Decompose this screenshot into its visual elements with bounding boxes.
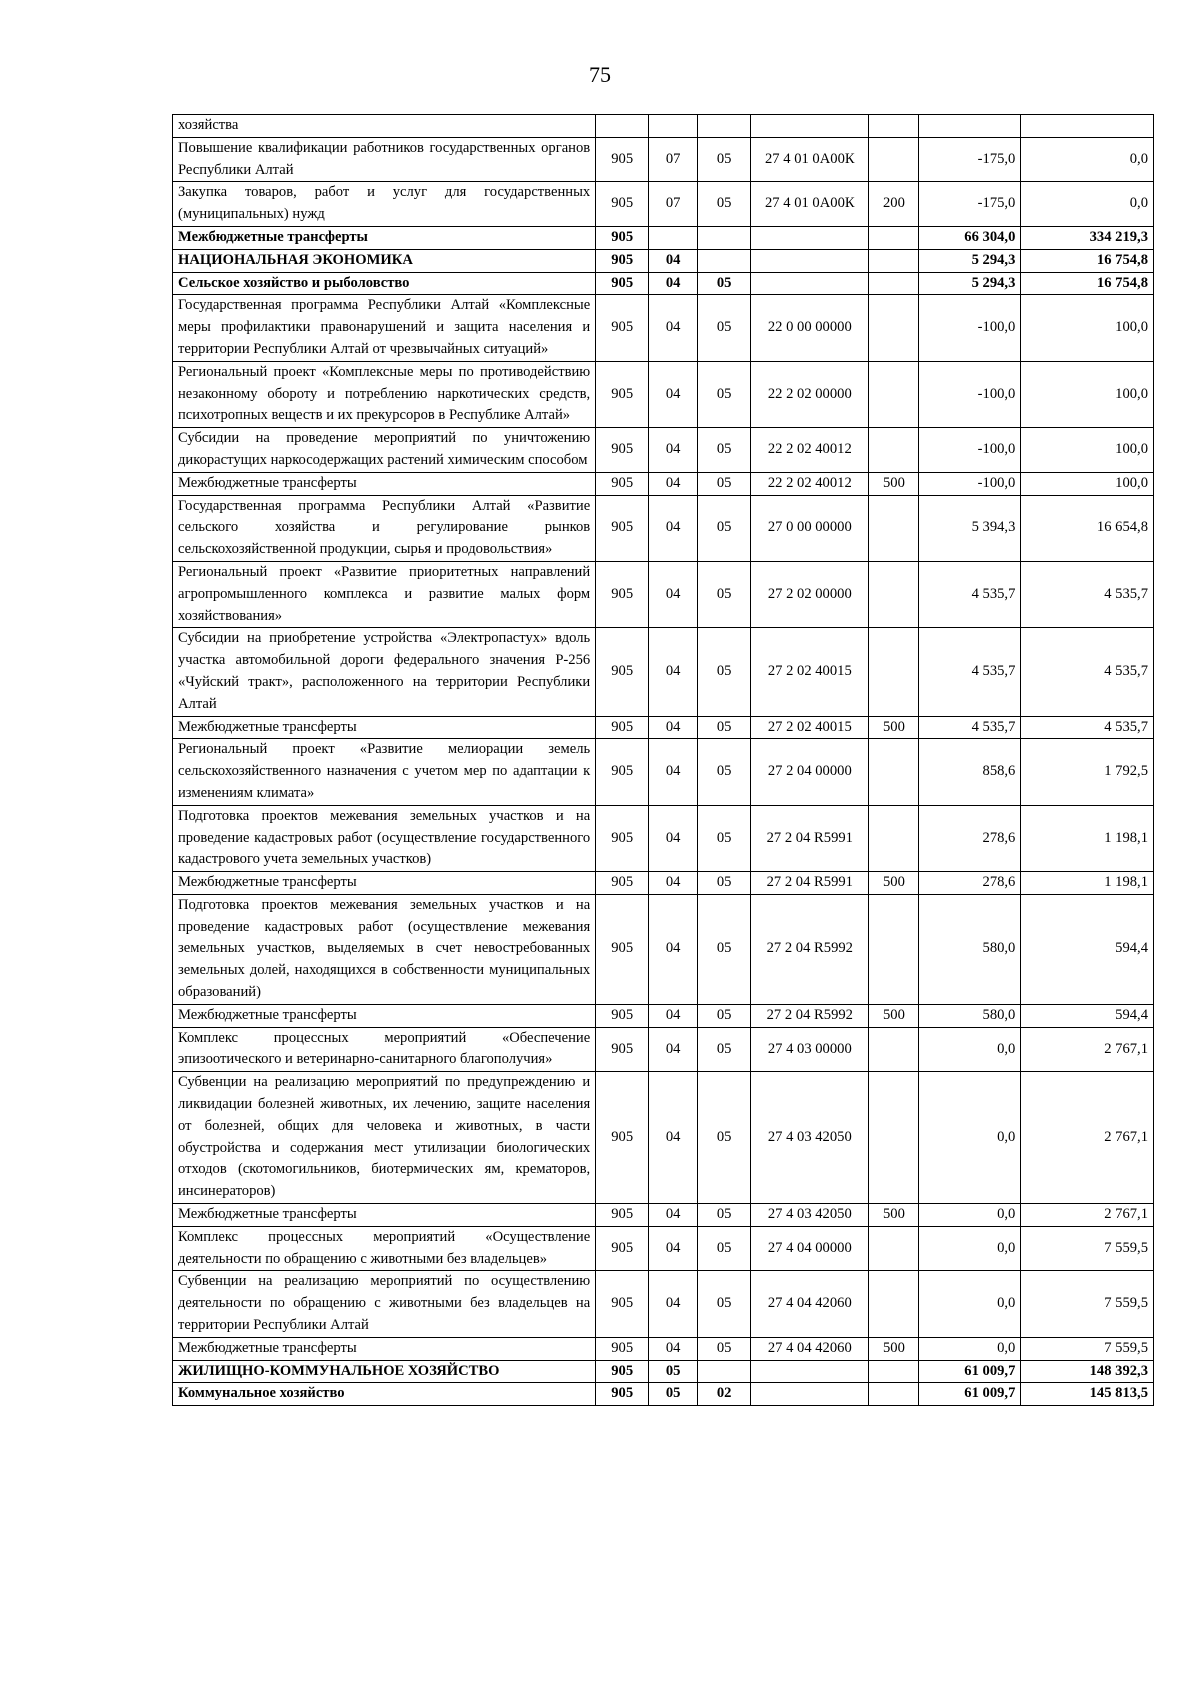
cell-podrazdel: 05 [698, 1072, 751, 1204]
cell-expense-type: 500 [869, 1204, 919, 1227]
cell-expense-type [869, 561, 919, 627]
cell-podrazdel: 05 [698, 1204, 751, 1227]
cell-sum-1: 278,6 [919, 872, 1021, 895]
cell-glava: 905 [596, 716, 649, 739]
cell-expense-type [869, 428, 919, 473]
table-row [173, 1271, 1154, 1337]
cell-sum-2: 2 767,1 [1021, 1027, 1154, 1072]
cell-glava: 905 [596, 894, 649, 1004]
table-row [173, 182, 1154, 227]
cell-name: Коммунальное хозяйство [173, 1383, 596, 1406]
cell-name: Сельское хозяйство и рыболовство [173, 272, 596, 295]
table-row [173, 249, 1154, 272]
cell-podrazdel: 05 [698, 182, 751, 227]
table-row [173, 137, 1154, 182]
cell-name: Субсидии на приобретение устройства «Электропастух» вдоль участка автомобильной дороги федерального значения Р-256 «Чуйский тракт», расположенного на территории Республики Алтай [173, 628, 596, 716]
cell-expense-type [869, 495, 919, 561]
cell-sum-1: 4 535,7 [919, 716, 1021, 739]
cell-sum-2 [1021, 115, 1154, 138]
cell-podrazdel [698, 1360, 751, 1383]
cell-sum-2: 100,0 [1021, 472, 1154, 495]
cell-razdel: 04 [649, 1027, 698, 1072]
cell-razdel: 04 [649, 1337, 698, 1360]
cell-podrazdel: 05 [698, 428, 751, 473]
cell-razdel: 04 [649, 428, 698, 473]
cell-expense-type [869, 1226, 919, 1271]
cell-name: ЖИЛИЩНО-КОММУНАЛЬНОЕ ХОЗЯЙСТВО [173, 1360, 596, 1383]
cell-glava: 905 [596, 182, 649, 227]
cell-sum-2: 16 754,8 [1021, 272, 1154, 295]
cell-podrazdel: 05 [698, 872, 751, 895]
table-row [173, 472, 1154, 495]
cell-glava: 905 [596, 1004, 649, 1027]
cell-target-article: 22 2 02 40012 [751, 428, 869, 473]
cell-expense-type: 500 [869, 872, 919, 895]
cell-razdel: 04 [649, 872, 698, 895]
cell-target-article: 27 4 03 00000 [751, 1027, 869, 1072]
cell-name: Государственная программа Республики Алтай «Развитие сельского хозяйства и регулирование рынков сельскохозяйственной продукции, сырья и продовольствия» [173, 495, 596, 561]
cell-razdel: 04 [649, 628, 698, 716]
cell-glava: 905 [596, 1383, 649, 1406]
cell-expense-type [869, 1383, 919, 1406]
cell-glava: 905 [596, 1204, 649, 1227]
cell-razdel: 04 [649, 1271, 698, 1337]
cell-sum-1: 580,0 [919, 894, 1021, 1004]
cell-podrazdel [698, 226, 751, 249]
cell-name: НАЦИОНАЛЬНАЯ ЭКОНОМИКА [173, 249, 596, 272]
cell-podrazdel: 05 [698, 495, 751, 561]
cell-razdel: 04 [649, 495, 698, 561]
cell-name: Закупка товаров, работ и услуг для государственных (муниципальных) нужд [173, 182, 596, 227]
cell-podrazdel: 05 [698, 472, 751, 495]
cell-sum-1: 5 394,3 [919, 495, 1021, 561]
cell-sum-1: 0,0 [919, 1204, 1021, 1227]
cell-target-article: 22 2 02 40012 [751, 472, 869, 495]
table-row [173, 1383, 1154, 1406]
cell-target-article [751, 115, 869, 138]
cell-podrazdel: 05 [698, 1337, 751, 1360]
cell-sum-2: 100,0 [1021, 295, 1154, 361]
cell-razdel: 04 [649, 805, 698, 871]
cell-glava: 905 [596, 472, 649, 495]
cell-razdel: 04 [649, 272, 698, 295]
cell-razdel: 04 [649, 1072, 698, 1204]
budget-table-body [173, 115, 1154, 1406]
cell-target-article: 27 0 00 00000 [751, 495, 869, 561]
cell-razdel: 04 [649, 472, 698, 495]
cell-sum-1: 0,0 [919, 1072, 1021, 1204]
cell-glava: 905 [596, 495, 649, 561]
table-row [173, 1337, 1154, 1360]
cell-razdel: 07 [649, 137, 698, 182]
cell-name: Межбюджетные трансферты [173, 226, 596, 249]
cell-name: Подготовка проектов межевания земельных участков и на проведение кадастровых работ (осуществление государственного кадастрового учета земельных участков) [173, 805, 596, 871]
cell-sum-2: 1 198,1 [1021, 805, 1154, 871]
cell-sum-1: 4 535,7 [919, 561, 1021, 627]
cell-name: Межбюджетные трансферты [173, 472, 596, 495]
cell-target-article: 27 4 01 0А00К [751, 137, 869, 182]
cell-expense-type [869, 1072, 919, 1204]
cell-podrazdel: 05 [698, 894, 751, 1004]
cell-name: Субвенции на реализацию мероприятий по осуществлению деятельности по обращению с животными без владельцев на территории Республики Алтай [173, 1271, 596, 1337]
cell-razdel: 04 [649, 561, 698, 627]
cell-sum-1: 61 009,7 [919, 1360, 1021, 1383]
table-row [173, 1360, 1154, 1383]
cell-expense-type [869, 295, 919, 361]
cell-name: Межбюджетные трансферты [173, 1004, 596, 1027]
table-row [173, 872, 1154, 895]
table-row [173, 495, 1154, 561]
cell-name: Межбюджетные трансферты [173, 1337, 596, 1360]
table-row [173, 1226, 1154, 1271]
cell-glava: 905 [596, 805, 649, 871]
cell-expense-type: 500 [869, 716, 919, 739]
cell-sum-1: 66 304,0 [919, 226, 1021, 249]
cell-target-article: 27 4 01 0А00К [751, 182, 869, 227]
cell-sum-1: 5 294,3 [919, 272, 1021, 295]
cell-expense-type [869, 894, 919, 1004]
cell-razdel: 04 [649, 1226, 698, 1271]
cell-sum-2: 0,0 [1021, 182, 1154, 227]
cell-glava: 905 [596, 137, 649, 182]
cell-glava: 905 [596, 361, 649, 427]
cell-podrazdel: 05 [698, 805, 751, 871]
table-row [173, 115, 1154, 138]
cell-sum-1 [919, 115, 1021, 138]
cell-name: Региональный проект «Развитие приоритетных направлений агропромышленного комплекса и развитие малых форм хозяйствования» [173, 561, 596, 627]
cell-name: Межбюджетные трансферты [173, 872, 596, 895]
cell-target-article: 27 2 04 00000 [751, 739, 869, 805]
cell-sum-2: 16 654,8 [1021, 495, 1154, 561]
cell-sum-1: 580,0 [919, 1004, 1021, 1027]
table-row [173, 739, 1154, 805]
cell-sum-1: 61 009,7 [919, 1383, 1021, 1406]
table-row [173, 1072, 1154, 1204]
cell-sum-2: 0,0 [1021, 137, 1154, 182]
cell-sum-1: -100,0 [919, 472, 1021, 495]
cell-podrazdel: 05 [698, 1004, 751, 1027]
cell-glava: 905 [596, 226, 649, 249]
cell-razdel: 07 [649, 182, 698, 227]
cell-sum-2: 16 754,8 [1021, 249, 1154, 272]
cell-razdel: 05 [649, 1383, 698, 1406]
table-row [173, 1004, 1154, 1027]
table-row [173, 361, 1154, 427]
cell-sum-1: -175,0 [919, 137, 1021, 182]
table-row [173, 894, 1154, 1004]
cell-glava: 905 [596, 1271, 649, 1337]
cell-expense-type [869, 805, 919, 871]
cell-expense-type [869, 115, 919, 138]
cell-name: Комплекс процессных мероприятий «Осуществление деятельности по обращению с животными без владельцев» [173, 1226, 596, 1271]
cell-podrazdel: 05 [698, 1027, 751, 1072]
cell-target-article: 27 2 02 00000 [751, 561, 869, 627]
cell-sum-1: 858,6 [919, 739, 1021, 805]
cell-expense-type: 200 [869, 182, 919, 227]
cell-sum-2: 7 559,5 [1021, 1337, 1154, 1360]
cell-razdel: 04 [649, 295, 698, 361]
cell-sum-2: 1 792,5 [1021, 739, 1154, 805]
cell-target-article: 27 4 04 00000 [751, 1226, 869, 1271]
cell-target-article: 27 2 02 40015 [751, 628, 869, 716]
cell-name: Региональный проект «Развитие мелиорации земель сельскохозяйственного назначения с учетом мер по адаптации к изменениям климата» [173, 739, 596, 805]
cell-name: Межбюджетные трансферты [173, 1204, 596, 1227]
cell-razdel [649, 115, 698, 138]
table-row [173, 1027, 1154, 1072]
cell-sum-1: 278,6 [919, 805, 1021, 871]
cell-glava: 905 [596, 272, 649, 295]
cell-name: Субвенции на реализацию мероприятий по предупреждению и ликвидации болезней животных, их лечению, защите населения от болезней, общих для человека и животных, в части обустройства и содержания мест утилизации биологических отходов (скотомогильников, биотермических ям, крематоров, инсинераторов) [173, 1072, 596, 1204]
cell-sum-2: 4 535,7 [1021, 716, 1154, 739]
cell-podrazdel: 05 [698, 1271, 751, 1337]
cell-sum-2: 7 559,5 [1021, 1271, 1154, 1337]
cell-expense-type: 500 [869, 1337, 919, 1360]
cell-sum-1: 5 294,3 [919, 249, 1021, 272]
cell-sum-2: 7 559,5 [1021, 1226, 1154, 1271]
cell-podrazdel: 05 [698, 361, 751, 427]
cell-expense-type [869, 361, 919, 427]
cell-sum-2: 145 813,5 [1021, 1383, 1154, 1406]
cell-name: Подготовка проектов межевания земельных участков и на проведение кадастровых работ (осуществление межевания земельных участков, выделяемых в счет невостребованных земельных долей, находящихся в собственности муниципальных образований) [173, 894, 596, 1004]
cell-target-article: 27 4 04 42060 [751, 1337, 869, 1360]
cell-sum-2: 2 767,1 [1021, 1204, 1154, 1227]
cell-name: Повышение квалификации работников государственных органов Республики Алтай [173, 137, 596, 182]
cell-podrazdel: 02 [698, 1383, 751, 1406]
cell-glava: 905 [596, 249, 649, 272]
cell-glava: 905 [596, 628, 649, 716]
cell-expense-type: 500 [869, 1004, 919, 1027]
table-row [173, 226, 1154, 249]
cell-expense-type [869, 226, 919, 249]
table-row [173, 716, 1154, 739]
cell-target-article: 27 2 04 R5992 [751, 1004, 869, 1027]
cell-glava [596, 115, 649, 138]
cell-target-article: 27 2 04 R5992 [751, 894, 869, 1004]
table-row [173, 428, 1154, 473]
cell-target-article: 22 2 02 00000 [751, 361, 869, 427]
cell-sum-2: 594,4 [1021, 894, 1154, 1004]
page-number: 75 [589, 62, 611, 87]
cell-podrazdel: 05 [698, 739, 751, 805]
cell-expense-type [869, 272, 919, 295]
cell-sum-2: 148 392,3 [1021, 1360, 1154, 1383]
cell-razdel: 04 [649, 1204, 698, 1227]
budget-table [172, 114, 1154, 1406]
cell-podrazdel: 05 [698, 272, 751, 295]
cell-sum-2: 4 535,7 [1021, 561, 1154, 627]
cell-target-article [751, 1360, 869, 1383]
cell-expense-type [869, 739, 919, 805]
table-row [173, 1204, 1154, 1227]
cell-name: Комплекс процессных мероприятий «Обеспечение эпизоотического и ветеринарно-санитарного благополучия» [173, 1027, 596, 1072]
cell-name: Межбюджетные трансферты [173, 716, 596, 739]
cell-glava: 905 [596, 1027, 649, 1072]
cell-podrazdel: 05 [698, 137, 751, 182]
cell-target-article: 27 4 03 42050 [751, 1204, 869, 1227]
cell-sum-1: 0,0 [919, 1226, 1021, 1271]
cell-glava: 905 [596, 1226, 649, 1271]
cell-razdel: 04 [649, 716, 698, 739]
cell-target-article: 27 4 04 42060 [751, 1271, 869, 1337]
cell-sum-2: 2 767,1 [1021, 1072, 1154, 1204]
cell-podrazdel: 05 [698, 628, 751, 716]
cell-sum-1: -100,0 [919, 428, 1021, 473]
cell-name: Региональный проект «Комплексные меры по противодействию незаконному обороту и потреблению наркотических средств, психотропных веществ и их прекурсоров в Республике Алтай» [173, 361, 596, 427]
cell-sum-1: 0,0 [919, 1337, 1021, 1360]
cell-sum-2: 594,4 [1021, 1004, 1154, 1027]
cell-podrazdel: 05 [698, 1226, 751, 1271]
cell-expense-type [869, 249, 919, 272]
cell-sum-1: -175,0 [919, 182, 1021, 227]
cell-sum-1: 4 535,7 [919, 628, 1021, 716]
cell-podrazdel: 05 [698, 561, 751, 627]
cell-expense-type [869, 628, 919, 716]
table-row [173, 628, 1154, 716]
cell-target-article: 27 2 02 40015 [751, 716, 869, 739]
cell-razdel: 04 [649, 1004, 698, 1027]
cell-glava: 905 [596, 1337, 649, 1360]
cell-razdel [649, 226, 698, 249]
cell-target-article: 27 4 03 42050 [751, 1072, 869, 1204]
cell-glava: 905 [596, 561, 649, 627]
cell-target-article [751, 249, 869, 272]
cell-sum-1: 0,0 [919, 1027, 1021, 1072]
cell-target-article [751, 226, 869, 249]
cell-expense-type [869, 1027, 919, 1072]
table-row [173, 295, 1154, 361]
cell-podrazdel [698, 249, 751, 272]
cell-glava: 905 [596, 872, 649, 895]
cell-razdel: 04 [649, 361, 698, 427]
cell-sum-2: 1 198,1 [1021, 872, 1154, 895]
cell-glava: 905 [596, 428, 649, 473]
cell-glava: 905 [596, 295, 649, 361]
cell-expense-type [869, 137, 919, 182]
cell-expense-type [869, 1360, 919, 1383]
cell-name: Субсидии на проведение мероприятий по уничтожению дикорастущих наркосодержащих растений химическим способом [173, 428, 596, 473]
cell-sum-1: -100,0 [919, 295, 1021, 361]
cell-glava: 905 [596, 1072, 649, 1204]
table-row [173, 272, 1154, 295]
cell-glava: 905 [596, 739, 649, 805]
cell-razdel: 05 [649, 1360, 698, 1383]
table-row [173, 561, 1154, 627]
cell-expense-type [869, 1271, 919, 1337]
cell-razdel: 04 [649, 894, 698, 1004]
cell-expense-type: 500 [869, 472, 919, 495]
cell-sum-1: -100,0 [919, 361, 1021, 427]
cell-podrazdel [698, 115, 751, 138]
cell-name: хозяйства [173, 115, 596, 138]
cell-sum-1: 0,0 [919, 1271, 1021, 1337]
cell-glava: 905 [596, 1360, 649, 1383]
cell-target-article: 27 2 04 R5991 [751, 805, 869, 871]
cell-name: Государственная программа Республики Алтай «Комплексные меры профилактики правонарушений и защита населения и территории Республики Алтай от чрезвычайных ситуаций» [173, 295, 596, 361]
cell-podrazdel: 05 [698, 716, 751, 739]
table-row [173, 805, 1154, 871]
cell-podrazdel: 05 [698, 295, 751, 361]
cell-target-article [751, 272, 869, 295]
cell-sum-2: 100,0 [1021, 361, 1154, 427]
cell-target-article [751, 1383, 869, 1406]
cell-sum-2: 100,0 [1021, 428, 1154, 473]
cell-target-article: 27 2 04 R5991 [751, 872, 869, 895]
cell-razdel: 04 [649, 249, 698, 272]
cell-sum-2: 4 535,7 [1021, 628, 1154, 716]
cell-sum-2: 334 219,3 [1021, 226, 1154, 249]
cell-razdel: 04 [649, 739, 698, 805]
cell-target-article: 22 0 00 00000 [751, 295, 869, 361]
